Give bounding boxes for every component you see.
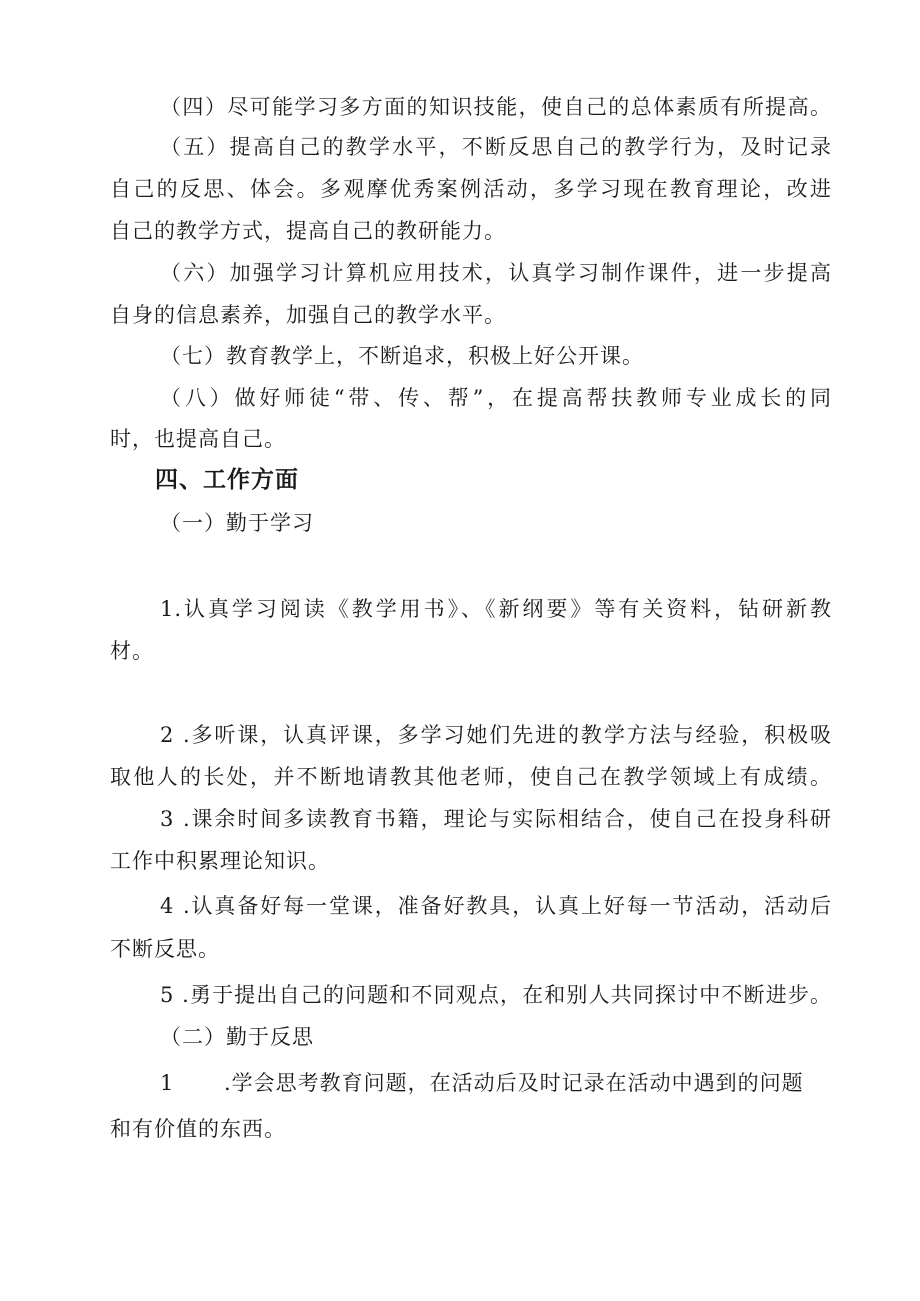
- list-number: 1: [160, 1071, 175, 1095]
- section-heading: 四、工作方面: [155, 467, 299, 493]
- list-item: 3 .课余时间多读教育书籍，理论与实际相结合，使自己在投身科研: [160, 807, 832, 831]
- paragraph-line: 自己的教学方式，提高自己的教研能力。: [110, 219, 506, 243]
- list-item-text: .学会思考教育问题，在活动后及时记录在活动中遇到的问题: [224, 1071, 804, 1095]
- paragraph-line: （六）加强学习计算机应用技术，认真学习制作课件，进一步提高: [160, 261, 832, 285]
- paragraph-line: 取他人的长处，并不断地请教其他老师，使自己在教学领域上有成绩。: [110, 765, 832, 789]
- paragraph-line: 自身的信息素养，加强自己的教学水平。: [110, 303, 506, 327]
- list-item: 5 .勇于提出自己的问题和不同观点，在和别人共同探讨中不断进步。: [160, 983, 832, 1007]
- list-item: 1.认真学习阅读《教学用书》、《新纲要》等有关资料，钻研新教: [160, 597, 832, 621]
- paragraph-line: 工作中积累理论知识。: [110, 849, 330, 873]
- list-item: [160, 1068, 832, 1098]
- paragraph-line: （七）教育教学上，不断追求，积极上好公开课。: [160, 344, 644, 368]
- subsection-heading: （一）勤于学习: [160, 511, 314, 535]
- paragraph-line: 自己的反思、体会。多观摩优秀案例活动，多学习现在教育理论，改进: [110, 177, 832, 201]
- subsection-heading: （二）勤于反思: [160, 1025, 314, 1049]
- paragraph-line: （五）提高自己的教学水平，不断反思自己的教学行为，及时记录: [160, 135, 832, 159]
- list-item: 2 .多听课，认真评课，多学习她们先进的教学方法与经验，积极吸: [160, 723, 832, 747]
- paragraph-line: 不断反思。: [110, 937, 220, 961]
- paragraph-line: （四）尽可能学习多方面的知识技能，使自己的总体素质有所提高。: [160, 95, 832, 119]
- paragraph-line: 和有价值的东西。: [110, 1117, 286, 1141]
- paragraph-line: （八）做好师徒“带、传、帮”，在提高帮扶教师专业成长的同: [160, 386, 832, 410]
- paragraph-line: 时，也提高自己。: [110, 427, 286, 451]
- paragraph-line: 材。: [110, 639, 154, 663]
- list-item: 4 .认真备好每一堂课，准备好教具，认真上好每一节活动，活动后: [160, 894, 832, 918]
